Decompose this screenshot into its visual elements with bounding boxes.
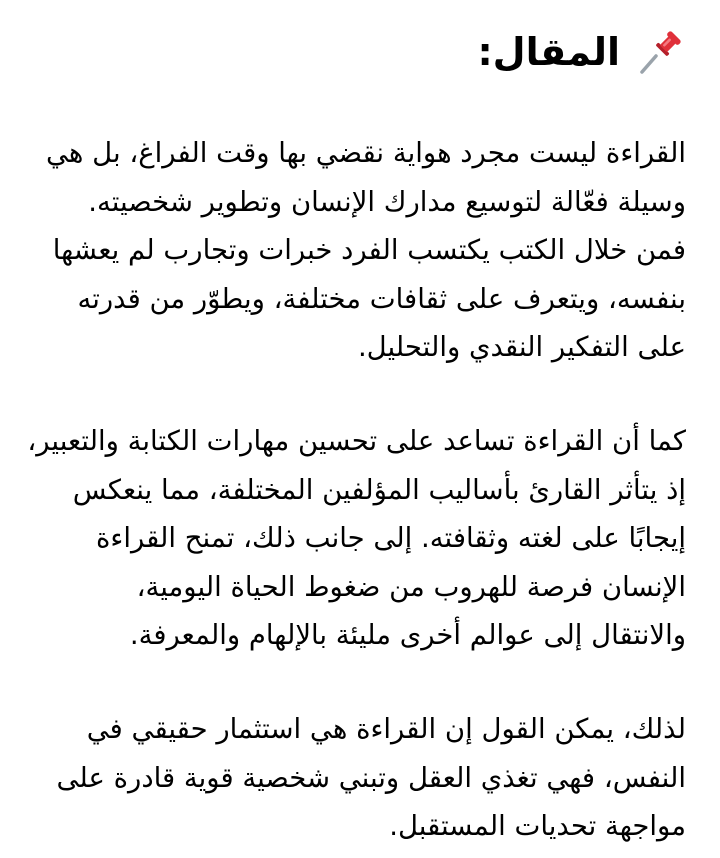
article-title: المقال: — [477, 30, 620, 74]
paragraph-line: القراءة ليست مجرد هواية نقضي بها وقت الفراغ، بل هي — [45, 137, 686, 169]
paragraph-1 — [26, 129, 686, 372]
paragraph-line: إذ يتأثر القارئ بأساليب المؤلفين المختلفة، مما ينعكس — [72, 473, 686, 506]
paragraph-line: بنفسه، ويتعرف على ثقافات مختلفة، ويطوّر من قدرته — [77, 282, 686, 315]
paragraph-line: الإنسان فرصة للهروب من ضغوط الحياة اليومية، — [136, 570, 686, 603]
article-header — [477, 22, 686, 82]
paragraph-line: إيجابًا على لغته وثقافته. إلى جانب ذلك، تمنح القراءة — [95, 522, 686, 554]
paragraph-line: النفس، فهي تغذي العقل وتبني شخصية قوية قادرة على — [56, 761, 686, 794]
paragraph-3 — [26, 705, 686, 851]
paragraph-line: فمن خلال الكتب يكتسب الفرد خبرات وتجارب لم يعشها — [52, 234, 686, 266]
paragraph-line: والانتقال إلى عوالم أخرى مليئة بالإلهام والمعرفة. — [129, 619, 686, 651]
pushpin-icon — [634, 26, 686, 78]
paragraph-line: كما أن القراءة تساعد على تحسين مهارات الكتابة والتعبير، — [27, 425, 686, 457]
paragraph-2 — [26, 417, 686, 660]
paragraph-line: مواجهة تحديات المستقبل. — [389, 810, 686, 842]
paragraph-line: لذلك، يمكن القول إن القراءة هي استثمار حقيقي في — [86, 713, 686, 745]
paragraph-line: على التفكير النقدي والتحليل. — [357, 331, 686, 363]
paragraph-line: وسيلة فعّالة لتوسيع مدارك الإنسان وتطوير شخصيته. — [88, 185, 686, 218]
